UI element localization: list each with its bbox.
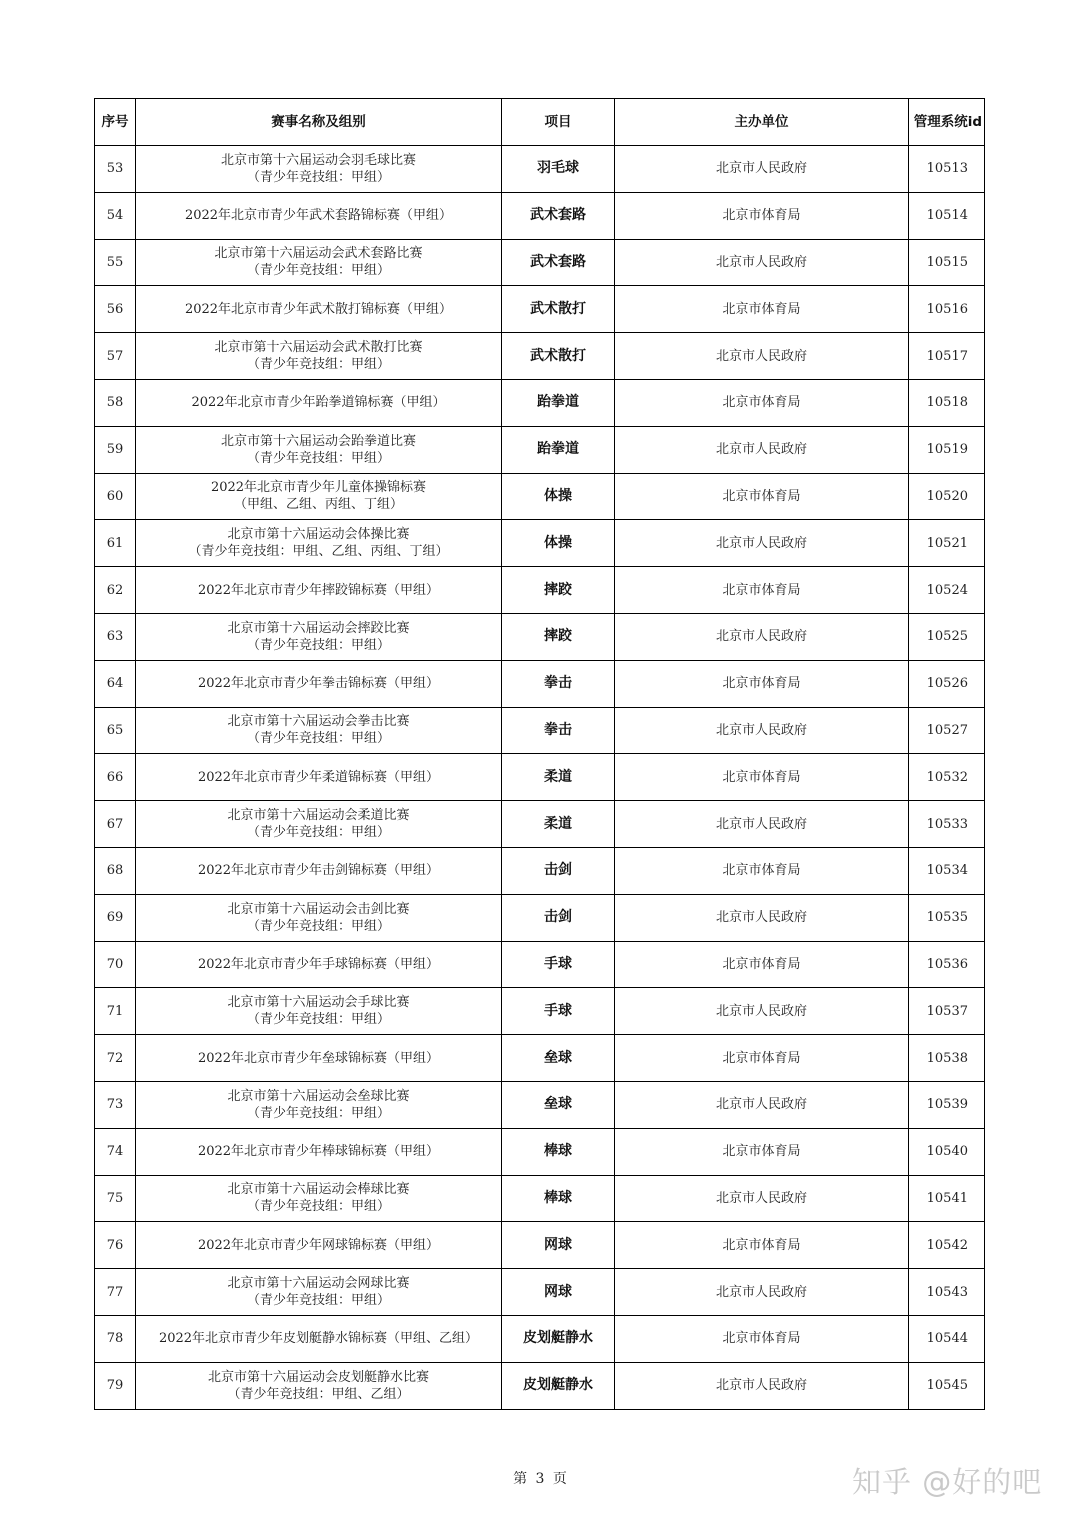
cell-system-id: 10536 [909,941,985,988]
cell-seq: 61 [95,520,136,567]
table-row [95,379,985,426]
table-row [95,754,985,801]
event-name-line-2: （青少年竞技组：甲组） [246,169,390,185]
page-number: 3 [535,1471,545,1487]
event-name-line-1: 2022年北京市青少年棒球锦标赛（甲组） [197,1144,440,1160]
table-row [95,567,985,614]
cell-system-id: 10520 [909,473,985,520]
table-row [95,1081,985,1128]
cell-event-name [136,660,502,707]
cell-system-id: 10514 [909,192,985,239]
cell-organizer: 北京市人民政府 [615,1175,909,1222]
cell-seq: 64 [95,660,136,707]
event-name-line-2: （青少年竞技组：甲组） [246,450,390,466]
cell-organizer: 北京市体育局 [615,379,909,426]
cell-system-id: 10537 [909,988,985,1035]
cell-system-id: 10538 [909,1035,985,1082]
cell-sport: 皮划艇静水 [502,1362,615,1409]
event-name-line-2: （青少年竞技组：甲组） [246,1105,390,1121]
cell-event-name [136,988,502,1035]
event-name-line-1: 2022年北京市青少年跆拳道锦标赛（甲组） [191,395,446,411]
table-body [95,146,985,1410]
cell-seq: 65 [95,707,136,754]
cell-seq: 68 [95,847,136,894]
cell-event-name [136,379,502,426]
event-name-line-1: 北京市第十六届运动会网球比赛 [227,1276,410,1292]
cell-seq: 75 [95,1175,136,1222]
cell-system-id: 10542 [909,1222,985,1269]
cell-sport: 拳击 [502,660,615,707]
event-name-line-1: 北京市第十六届运动会摔跤比赛 [227,620,410,636]
cell-event-name [136,754,502,801]
watermark: 知乎 @好的吧 [852,1465,1043,1499]
table-row [95,333,985,380]
cell-organizer: 北京市人民政府 [615,801,909,848]
cell-organizer: 北京市人民政府 [615,1081,909,1128]
cell-system-id: 10532 [909,754,985,801]
event-name-line-1: 北京市第十六届运动会击剑比赛 [227,901,410,917]
cell-system-id: 10515 [909,239,985,286]
cell-seq: 79 [95,1362,136,1409]
table-row [95,520,985,567]
cell-seq: 55 [95,239,136,286]
cell-organizer: 北京市体育局 [615,192,909,239]
table-row [95,473,985,520]
table-row [95,1035,985,1082]
event-name-line-1: 2022年北京市青少年网球锦标赛（甲组） [197,1237,440,1253]
table-row [95,1362,985,1409]
cell-seq: 60 [95,473,136,520]
cell-organizer: 北京市人民政府 [615,520,909,567]
cell-organizer: 北京市人民政府 [615,894,909,941]
table-row [95,1175,985,1222]
cell-sport: 击剑 [502,894,615,941]
event-name-line-2: （甲组、乙组、丙组、丁组） [233,497,403,513]
cell-organizer: 北京市体育局 [615,941,909,988]
cell-seq: 77 [95,1269,136,1316]
cell-event-name [136,894,502,941]
event-name-line-2: （青少年竞技组：甲组） [246,263,390,279]
cell-event-name [136,520,502,567]
event-name-line-2: （青少年竞技组：甲组、乙组、丙组、丁组） [188,544,449,560]
cell-sport: 体操 [502,473,615,520]
cell-event-name [136,1081,502,1128]
cell-system-id: 10545 [909,1362,985,1409]
cell-organizer: 北京市体育局 [615,286,909,333]
cell-sport: 垒球 [502,1081,615,1128]
cell-organizer: 北京市体育局 [615,754,909,801]
header-sport: 项目 [502,99,615,146]
cell-sport: 皮划艇静水 [502,1315,615,1362]
event-name-line-1: 2022年北京市青少年武术散打锦标赛（甲组） [184,301,453,317]
event-name-line-2: （青少年竞技组：甲组） [246,825,390,841]
table-row [95,192,985,239]
table-row [95,1222,985,1269]
cell-seq: 72 [95,1035,136,1082]
table-row [95,801,985,848]
cell-event-name [136,192,502,239]
cell-seq: 54 [95,192,136,239]
cell-seq: 74 [95,1128,136,1175]
table-row [95,286,985,333]
cell-system-id: 10544 [909,1315,985,1362]
table-row [95,1128,985,1175]
cell-sport: 柔道 [502,801,615,848]
cell-event-name [136,567,502,614]
cell-seq: 71 [95,988,136,1035]
event-name-line-1: 2022年北京市青少年手球锦标赛（甲组） [197,956,440,972]
cell-system-id: 10535 [909,894,985,941]
event-name-line-2: （青少年竞技组：甲组） [246,731,390,747]
cell-event-name [136,613,502,660]
cell-event-name [136,707,502,754]
event-name-line-1: 北京市第十六届运动会武术散打比赛 [214,340,423,356]
table-row [95,146,985,193]
footer-prefix: 第 [513,1471,528,1487]
event-name-line-1: 2022年北京市青少年摔跤锦标赛（甲组） [197,582,440,598]
events-table [94,98,985,1410]
cell-sport: 击剑 [502,847,615,894]
cell-seq: 73 [95,1081,136,1128]
table-row [95,707,985,754]
cell-event-name [136,1362,502,1409]
cell-system-id: 10543 [909,1269,985,1316]
cell-system-id: 10526 [909,660,985,707]
table-row [95,847,985,894]
event-name-line-2: （青少年竞技组：甲组） [246,1012,390,1028]
event-name-line-1: 北京市第十六届运动会跆拳道比赛 [220,433,416,449]
cell-event-name [136,847,502,894]
cell-sport: 手球 [502,941,615,988]
cell-sport: 武术套路 [502,192,615,239]
cell-seq: 78 [95,1315,136,1362]
cell-system-id: 10516 [909,286,985,333]
event-name-line-1: 北京市第十六届运动会体操比赛 [227,527,410,543]
cell-organizer: 北京市人民政府 [615,707,909,754]
cell-seq: 58 [95,379,136,426]
cell-system-id: 10525 [909,613,985,660]
table-header-row [95,99,985,146]
event-name-line-2: （青少年竞技组：甲组） [246,918,390,934]
header-organizer: 主办单位 [615,99,909,146]
table-row [95,1315,985,1362]
event-name-line-1: 北京市第十六届运动会武术套路比赛 [214,246,423,262]
cell-organizer: 北京市体育局 [615,847,909,894]
cell-seq: 70 [95,941,136,988]
cell-organizer: 北京市体育局 [615,567,909,614]
cell-event-name [136,286,502,333]
cell-system-id: 10513 [909,146,985,193]
event-name-line-1: 2022年北京市青少年垒球锦标赛（甲组） [197,1050,440,1066]
cell-event-name [136,1035,502,1082]
cell-organizer: 北京市体育局 [615,473,909,520]
cell-sport: 武术套路 [502,239,615,286]
cell-organizer: 北京市人民政府 [615,613,909,660]
cell-system-id: 10527 [909,707,985,754]
cell-system-id: 10539 [909,1081,985,1128]
cell-seq: 76 [95,1222,136,1269]
event-name-line-1: 北京市第十六届运动会羽毛球比赛 [220,152,416,168]
cell-sport: 武术散打 [502,286,615,333]
header-event-name: 赛事名称及组别 [136,99,502,146]
cell-event-name [136,473,502,520]
cell-system-id: 10541 [909,1175,985,1222]
table-row [95,239,985,286]
cell-seq: 53 [95,146,136,193]
cell-seq: 56 [95,286,136,333]
cell-sport: 体操 [502,520,615,567]
cell-system-id: 10519 [909,426,985,473]
event-name-line-1: 北京市第十六届运动会垒球比赛 [227,1088,410,1104]
cell-sport: 跆拳道 [502,379,615,426]
cell-seq: 67 [95,801,136,848]
cell-organizer: 北京市人民政府 [615,988,909,1035]
cell-sport: 垒球 [502,1035,615,1082]
cell-system-id: 10534 [909,847,985,894]
event-name-line-1: 2022年北京市青少年柔道锦标赛（甲组） [197,769,440,785]
table-row [95,894,985,941]
cell-sport: 棒球 [502,1175,615,1222]
cell-system-id: 10521 [909,520,985,567]
cell-sport: 柔道 [502,754,615,801]
cell-organizer: 北京市体育局 [615,1315,909,1362]
cell-sport: 棒球 [502,1128,615,1175]
table-row [95,660,985,707]
cell-sport: 网球 [502,1269,615,1316]
cell-organizer: 北京市人民政府 [615,1269,909,1316]
cell-organizer: 北京市体育局 [615,1128,909,1175]
cell-seq: 57 [95,333,136,380]
header-seq: 序号 [95,99,136,146]
cell-sport: 跆拳道 [502,426,615,473]
cell-event-name [136,941,502,988]
event-name-line-1: 北京市第十六届运动会柔道比赛 [227,808,410,824]
cell-sport: 摔跤 [502,613,615,660]
event-name-line-2: （青少年竞技组：甲组） [246,637,390,653]
cell-organizer: 北京市人民政府 [615,146,909,193]
cell-system-id: 10540 [909,1128,985,1175]
event-name-line-1: 2022年北京市青少年武术套路锦标赛（甲组） [184,208,453,224]
event-name-line-1: 北京市第十六届运动会棒球比赛 [227,1182,410,1198]
cell-system-id: 10518 [909,379,985,426]
table-row [95,941,985,988]
cell-organizer: 北京市体育局 [615,1035,909,1082]
table-row [95,426,985,473]
cell-event-name [136,1175,502,1222]
cell-organizer: 北京市体育局 [615,660,909,707]
cell-sport: 手球 [502,988,615,1035]
table-row [95,988,985,1035]
cell-event-name [136,239,502,286]
event-name-line-1: 2022年北京市青少年儿童体操锦标赛 [210,480,427,496]
footer-suffix: 页 [552,1471,567,1487]
cell-organizer: 北京市人民政府 [615,1362,909,1409]
cell-system-id: 10517 [909,333,985,380]
cell-seq: 66 [95,754,136,801]
event-name-line-1: 2022年北京市青少年击剑锦标赛（甲组） [197,863,440,879]
cell-sport: 网球 [502,1222,615,1269]
cell-sport: 摔跤 [502,567,615,614]
cell-event-name [136,1269,502,1316]
cell-event-name [136,801,502,848]
cell-event-name [136,1128,502,1175]
cell-system-id: 10524 [909,567,985,614]
cell-event-name [136,333,502,380]
cell-seq: 62 [95,567,136,614]
cell-event-name [136,146,502,193]
cell-organizer: 北京市人民政府 [615,239,909,286]
event-name-line-1: 北京市第十六届运动会拳击比赛 [227,714,410,730]
header-system-id: 管理系统id [909,99,985,146]
cell-organizer: 北京市人民政府 [615,333,909,380]
cell-event-name [136,426,502,473]
table-row [95,1269,985,1316]
cell-seq: 63 [95,613,136,660]
cell-sport: 武术散打 [502,333,615,380]
event-name-line-2: （青少年竞技组：甲组） [246,357,390,373]
cell-system-id: 10533 [909,801,985,848]
cell-seq: 69 [95,894,136,941]
cell-sport: 羽毛球 [502,146,615,193]
cell-seq: 59 [95,426,136,473]
event-name-line-2: （青少年竞技组：甲组、乙组） [227,1386,410,1402]
cell-organizer: 北京市人民政府 [615,426,909,473]
cell-event-name [136,1222,502,1269]
event-name-line-1: 2022年北京市青少年拳击锦标赛（甲组） [197,676,440,692]
event-name-line-1: 北京市第十六届运动会皮划艇静水比赛 [207,1369,429,1385]
event-name-line-2: （青少年竞技组：甲组） [246,1199,390,1215]
cell-sport: 拳击 [502,707,615,754]
table-row [95,613,985,660]
event-name-line-1: 北京市第十六届运动会手球比赛 [227,995,410,1011]
cell-event-name [136,1315,502,1362]
cell-organizer: 北京市体育局 [615,1222,909,1269]
event-name-line-2: （青少年竞技组：甲组） [246,1293,390,1309]
event-name-line-1: 2022年北京市青少年皮划艇静水锦标赛（甲组、乙组） [158,1331,479,1347]
